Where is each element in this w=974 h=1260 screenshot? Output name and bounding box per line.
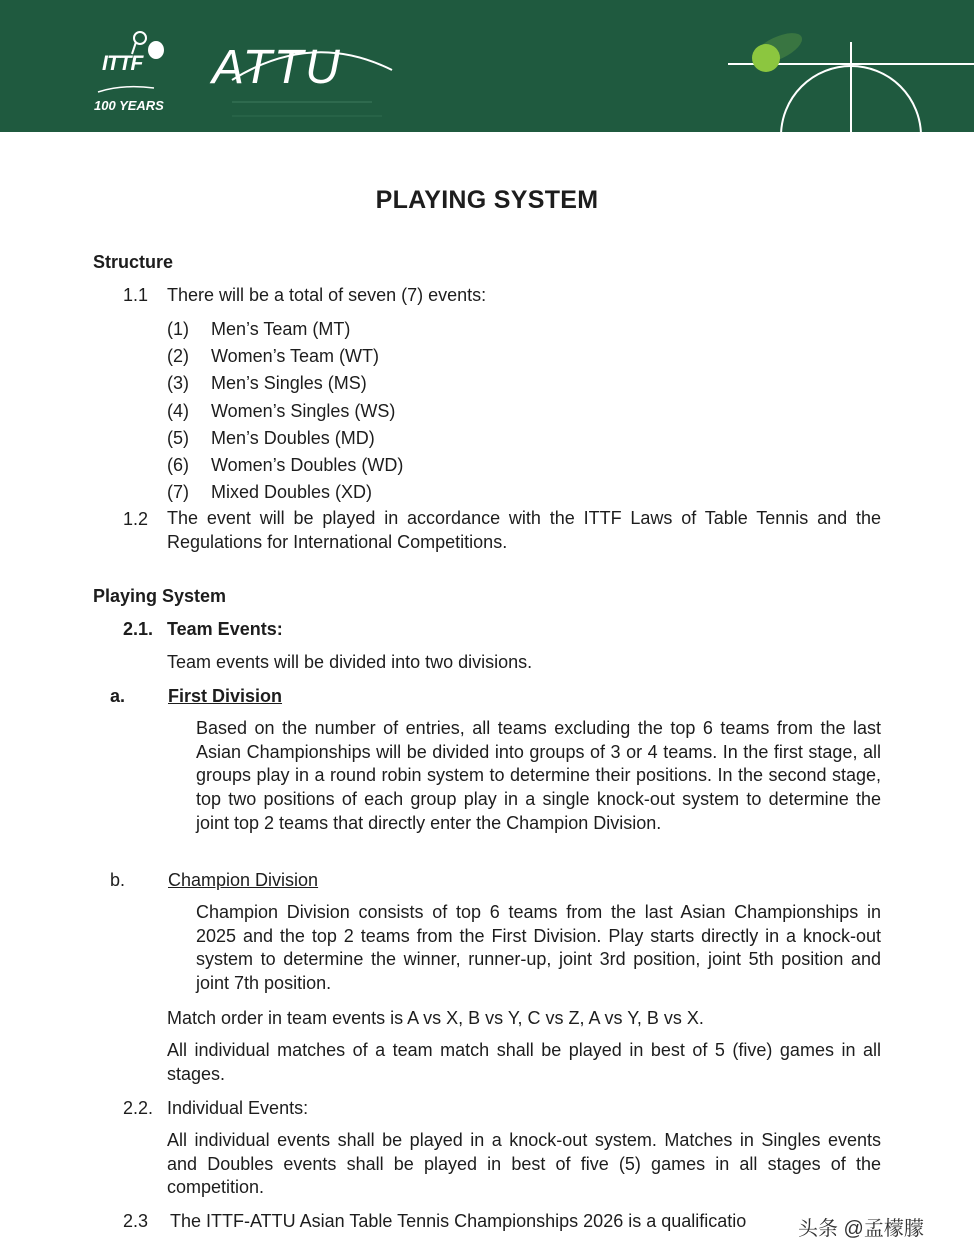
ittf-years-text: 100 YEARS <box>94 98 164 113</box>
event-label: Men’s Singles (MS) <box>211 373 367 393</box>
event-label: Men’s Doubles (MD) <box>211 428 375 448</box>
team-events-intro: Team events will be divided into two divisions. <box>167 652 533 672</box>
event-number: (7) <box>167 482 189 502</box>
champion-division-title: Champion Division <box>168 870 319 890</box>
individual-events-title: Individual Events: <box>167 1098 309 1118</box>
header-banner <box>0 0 974 132</box>
team-events-number: 2.1. <box>123 619 154 639</box>
event-number: (3) <box>167 373 189 393</box>
first-division-title: First Division <box>168 686 283 706</box>
individual-events-number: 2.2. <box>123 1098 154 1118</box>
ittf-logo-text: ITTF <box>102 52 143 75</box>
team-events-title: Team Events: <box>167 619 283 639</box>
attu-logo-text: ATTU <box>212 41 342 94</box>
event-number: (1) <box>167 319 189 339</box>
event-label: Women’s Singles (WS) <box>211 401 396 421</box>
item-1-1-number: 1.1 <box>123 285 149 305</box>
structure-heading: Structure <box>93 252 174 272</box>
item-1-1-text: There will be a total of seven (7) events: <box>167 285 487 305</box>
event-label: Women’s Team (WT) <box>211 346 380 366</box>
page-title: PLAYING SYSTEM <box>375 186 599 214</box>
item-1-2-text: The event will be played in accordance with the ITTF Laws of Table Tennis and the Regulations for International Competitions. <box>167 508 881 552</box>
event-label: Women’s Doubles (WD) <box>211 455 404 475</box>
individual-events-text: All individual events shall be played in a knock-out system. Matches in Singles events and Doubles events shall be played in best of five (5) games in all stages of the competition. <box>167 1130 881 1198</box>
event-label: Mixed Doubles (XD) <box>211 482 373 502</box>
event-number: (6) <box>167 455 189 475</box>
attu-swoosh-icon <box>212 40 402 130</box>
playing-system-heading: Playing System <box>93 586 227 606</box>
first-division-text: Based on the number of entries, all teams excluding the top 6 teams from the last Asian Championships will be divided into groups of 3 or 4 teams. In the first stage, all groups play in a round robin system to determine their positions. In the second stage, top two positions of each group play in a single knock-out system to determine the joint top 2 teams that directly enter the Champion Division. <box>196 718 881 833</box>
match-order-text: Match order in team events is A vs X, B vs Y, C vs Z, A vs Y, B vs X. <box>167 1008 704 1028</box>
attu-logo <box>212 40 402 130</box>
item-1-2-number: 1.2 <box>123 509 149 529</box>
ittf-logo <box>92 28 172 120</box>
first-division-letter: a. <box>110 686 126 706</box>
best-of-text: All individual matches of a team match shall be played in best of 5 (five) games in all stages. <box>167 1040 881 1084</box>
event-number: (2) <box>167 346 189 366</box>
event-label: Men’s Team (MT) <box>211 319 351 339</box>
item-2-3-text: The ITTF-ATTU Asian Table Tennis Championships 2026 is a qualificatio <box>170 1211 747 1231</box>
item-2-3-number: 2.3 <box>123 1211 149 1231</box>
watermark: 头条 @孟檬朦 <box>798 1218 924 1240</box>
champion-division-letter: b. <box>110 870 126 890</box>
event-number: (5) <box>167 428 189 448</box>
table-tennis-ball-icon <box>720 30 974 132</box>
champion-division-text: Champion Division consists of top 6 teams from the last Asian Championships in 2025 and the top 2 teams from the First Division. Play starts directly in a knock-out system to determine the winner, runner-up, joint 3rd position, joint 5th position and joint 7th position. <box>196 902 881 994</box>
event-number: (4) <box>167 401 189 421</box>
